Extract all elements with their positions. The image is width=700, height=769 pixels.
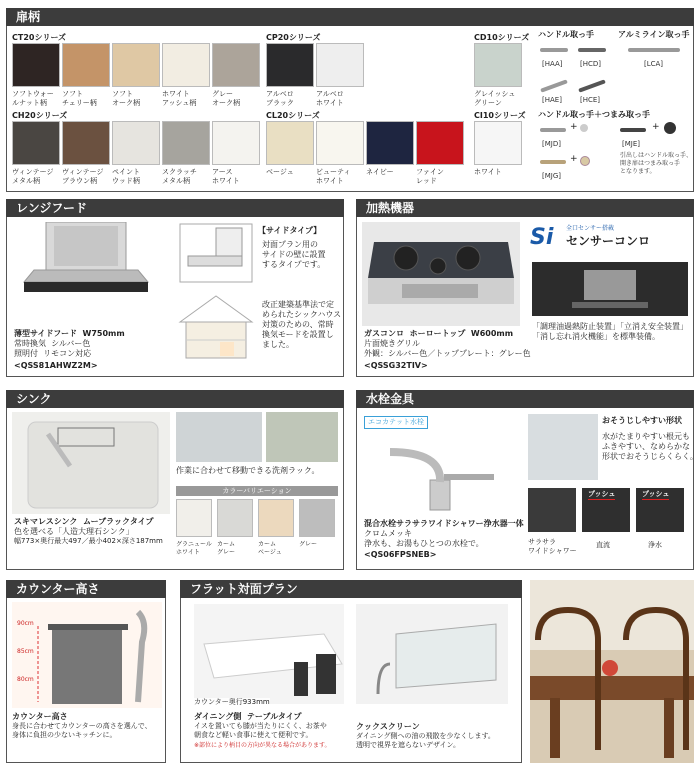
cl20-swatch-label: ビューティ ホワイト [316,168,351,185]
flat-note: ※部位により柄目の方向が異なる場合があります。 [194,742,331,749]
sink-color-label: カーム ベージュ [258,541,282,556]
ct20-swatch-label: グレー オーク柄 [212,90,240,107]
cd10-swatch-label: グレイッシュ グリーン [474,90,516,107]
ct20-swatch [162,43,210,87]
sink-image [12,412,170,514]
knob-note: 引出しはハンドル取っ手、 開き扉はつまみ取っ手 となります。 [620,152,693,175]
faucet-section-header: 水栓金具 [356,390,694,408]
sink-variation-title: カラーバリエーション [176,486,338,496]
mode-photo-1 [528,488,576,532]
sensor-logo-main: センサーコンロ [566,234,651,248]
plus-icon: + [570,122,578,132]
cl20-swatch-label: ネイビー [366,168,394,176]
ch20-swatch [112,121,160,165]
cl20-swatch-label: ファイン レッド [416,168,444,185]
hood-code: <QSS81AHWZ2M> [14,361,98,370]
sink-move-text: 作業に合わせて移動できる洗剤ラック。 [176,466,320,475]
ct20-swatch-label: ソフトウォー ルナット柄 [12,90,54,107]
code-mjd: [MJD] [542,140,561,148]
ct20-swatch [212,43,260,87]
ct20-swatch [12,43,60,87]
code-mje: [MJE] [622,140,640,148]
ct20-swatch [62,43,110,87]
knob-mjd [580,124,588,132]
ch20-swatch [162,121,210,165]
dining-room-photo [530,580,694,763]
mode-label-3: 浄水 [648,541,662,549]
ch20-swatch [62,121,110,165]
handle-mjg [540,160,566,164]
mode-label-2: 直流 [596,541,610,549]
dining-table-image [194,604,344,704]
cd10-swatch [474,43,522,87]
ct20-series-label: CT20シリーズ [12,33,67,42]
cl20-swatch [366,121,414,165]
cl20-swatch [266,121,314,165]
counter-depth: カウンター奥行933mm [194,698,270,706]
range-hood-image [16,222,156,307]
ch20-swatch-label: ペイント ウッド柄 [112,168,140,185]
hood-name: 薄型サイドフード W750mm [14,329,125,338]
counter-name: カウンター高さ [12,712,68,721]
sink-color-label: カーム グレー [217,541,236,556]
faucet-code: <QS06FPSNEB> [364,550,437,559]
hood-desc: 常時換気 シルバー色 照明付 リモコン対応 [14,339,92,358]
ct20-swatch-label: ホワイト アッシュ柄 [162,90,197,107]
height-85: 85cm [17,648,34,655]
ci10-swatch-label: ホワイト [474,168,502,176]
plus-icon: + [570,154,578,164]
ch20-swatch [12,121,60,165]
cp20-swatch [316,43,364,87]
rack-photo-1 [176,412,262,462]
height-80: 80cm [17,676,34,683]
faucet-clean-title: おそうじしやすい形状 [602,416,682,425]
sink-desc: 色を選べる「人造大理石シンク」 [14,527,134,536]
ct20-swatch-label: ソフト チェリー柄 [62,90,97,107]
faucet-name: 混合水栓サラサラワイドシャワー浄水器一体 [364,519,524,528]
hood-type-desc: 対面プラン用の サイドの壁に設置 するタイプです。 [262,240,326,269]
code-hce: [HCE] [580,96,601,104]
ci10-series-label: CI10シリーズ [474,111,526,120]
flat-name: ダイニング側 テーブルタイプ [194,712,302,721]
height-90: 90cm [17,620,34,627]
sink-name: スキマレスシンク ムーブラックタイプ [14,517,154,526]
handle-mjd [540,128,566,132]
code-mjg: [MJG] [542,172,561,180]
sink-color-swatch [299,499,335,537]
ch20-series-label: CH20シリーズ [12,111,68,120]
handle-mje [620,128,646,132]
eco-badge: エコカテット水栓 [364,416,428,429]
sink-color-label: グラニュール ホワイト [176,541,212,556]
sink-size: 幅773×奥行最大497／最小402×深さ187mm [14,537,163,545]
rack-photo-2 [266,412,338,462]
pot-image [532,262,688,316]
ch20-swatch-label: スクラッチ メタル柄 [162,168,197,185]
screen-desc: ダイニング側への油の飛散を少なくします。 透明で視界を遮らないデザイン。 [356,732,495,749]
cd10-series-label: CD10シリーズ [474,33,530,42]
heater-section-header: 加熱機器 [356,199,694,217]
handle-title: ハンドル取っ手 [538,30,594,39]
counter-desc: 身長に合わせてカウンターの高さを選んで、 身体に負担の少ないキッチンに。 [12,722,152,739]
code-haa: [HAA] [542,60,563,68]
handle-lca [628,48,680,52]
sink-section-header: シンク [6,390,344,408]
cl20-series-label: CL20シリーズ [266,111,320,120]
faucet-image [370,432,520,514]
ch20-swatch-label: アース ホワイト [212,168,240,185]
faucet-clean-desc: 水がたまりやすい根元も ふきやすい、なめらかな 形状でおそうじらくらく。 [602,432,698,461]
house-diagram [176,292,256,362]
counter-section-header: カウンター高さ [6,580,166,598]
alu-handle-title: アルミライン取っ手 [618,30,690,39]
cp20-swatch [266,43,314,87]
code-lca: [LCA] [644,60,664,68]
heater-safety: 「調理油過熱防止装置」「立消え安全装置」 「消し忘れ消火機能」を標準装備。 [532,322,688,341]
sink-color-swatch [258,499,294,537]
sensor-logo-sub: 全口センサー搭載 [566,225,615,232]
ct20-swatch [112,43,160,87]
mode-label-1: サラサラ ワイドシャワー [528,538,577,555]
door-section-header: 扉柄 [6,8,694,26]
handle-haa [540,48,568,52]
sink-color-swatch [217,499,253,537]
cook-screen-image [356,604,508,704]
cp20-swatch-label: アルベロ ホワイト [316,90,344,107]
cp20-swatch-label: アルベロ ブラック [266,90,294,107]
ch20-swatch [212,121,260,165]
knob-mjg [580,156,590,166]
code-hae: [HAE] [542,96,562,104]
gas-stove-image [362,222,520,326]
handle-hcd [578,48,606,52]
ch20-swatch-label: ヴィンテージ メタル柄 [12,168,54,185]
cl20-swatch [416,121,464,165]
knob-mje [664,122,676,134]
plus-icon: + [652,122,660,132]
flat-section-header: フラット対面プラン [180,580,522,598]
flat-desc: イスを置いても膝が当たりにくく、お茶や 朝食など軽い食事に使えて便利です。 [194,722,327,739]
screen-name: クックスクリーン [356,722,420,731]
cl20-swatch [316,121,364,165]
ci10-swatch [474,121,522,165]
push-label-2: プッシュ [642,490,670,498]
ct20-swatch-label: ソフト オーク柄 [112,90,140,107]
sensor-logo-si: Si [530,225,554,250]
sink-color-swatch [176,499,212,537]
hood-section-header: レンジフード [6,199,344,217]
hood-type: 【サイドタイプ】 [258,226,322,235]
heater-name: ガスコンロ ホーロートップ W600mm [364,329,514,338]
hood-layout-diagram [178,222,254,284]
ch20-swatch-label: ヴィンテージ ブラウン柄 [62,168,104,185]
push-label-1: プッシュ [588,490,616,498]
faucet-base-photo [528,414,598,480]
heater-desc: 片面焼きグリル 外観：シルバー色／トッププレート：グレー色 [364,339,531,358]
heater-code: <QSSG32TIV> [364,361,428,370]
sink-color-label: グレー [299,541,318,548]
counter-height-diagram [12,602,162,708]
faucet-desc: クロムメッキ 浄水も、お湯もひとつの水栓で。 [364,529,484,548]
hood-law-text: 改正建築基準法で定 められたシックハウス 対策のための、常時 換気モードを設置し ました。 [262,300,342,349]
cp20-series-label: CP20シリーズ [266,33,321,42]
knob-title: ハンドル取っ手＋つまみ取っ手 [538,110,650,119]
code-hcd: [HCD] [580,60,602,68]
cl20-swatch-label: ベージュ [266,168,294,176]
